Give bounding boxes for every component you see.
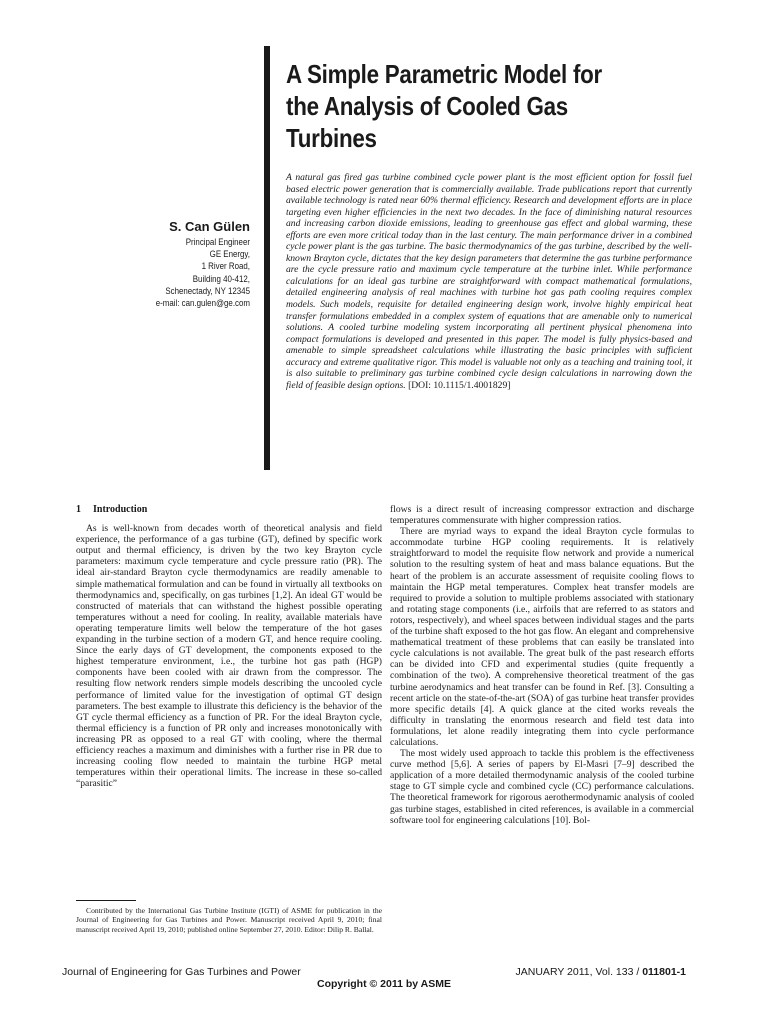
author-affiliation-line: 1 River Road, <box>201 261 250 272</box>
title-line: Turbines <box>286 123 377 153</box>
author-affiliation-line: GE Energy, <box>209 249 250 260</box>
footnote-text: Contributed by the International Gas Turbine Institute (IGTI) of ASME for publication in the Journal of Engineering for Gas Turbines and Power. Manuscript received April 9, 2010; final manuscript received April 19, 2010; published online September 27, 2010. Editor: Dilip R. Ballal. <box>76 906 382 934</box>
footnote-rule <box>76 900 136 901</box>
journal-name: Journal of Engineering for Gas Turbines and Power <box>62 966 301 978</box>
author-affiliation-line: Building 40-412, <box>192 273 250 284</box>
body-paragraph: There are myriad ways to expand the ideal Brayton cycle formulas to accommodate turbine HGP cooling requirements. It is relatively straightforward to model the requisite flow network and provide a numerical solution to the resulting system of heat and mass balance equations. But the heart of the problem is an accurate assessment of requisite cooling flows to maintain the HGP metal temperatures. Complex heat transfer models are required to provide a solution to multiple problems associated with stationary and rotating stage components (i.e., airfoils that are referred to as stators and rotors, respectively), and wheel spaces between individual stages and the parts of the turbine shaft exposed to the hot gas flow. An elegant and comprehensive mathematical treatment of these problems that can easily be translated into cycle calculations is not available. The great bulk of the past research efforts can be divided into CFD and experimental studies (quite frequently a combination of the two). A comprehensive theoretical treatment of the gas turbine aerodynamics and heat transfer can be found in Ref. [3]. Consulting a recent article on the state-of-the-art (SOA) of gas turbine heat transfer provides more specific details [4]. A quick glance at the cited works reveals the difficulty in translating the enormous research and field test data into formulations, let alone readily integrating them into cycle performance calculations. <box>390 526 694 748</box>
section-title: Introduction <box>93 504 148 515</box>
title-line: the Analysis of Cooled Gas <box>286 91 568 121</box>
title-vertical-rule <box>264 46 270 470</box>
body-paragraph: flows is a direct result of increasing compressor extraction and discharge temperatures commensurate with higher compression ratios. <box>390 504 694 527</box>
abstract-text: A natural gas fired gas turbine combined cycle power plant is the most efficient option for fossil fuel based electric power generation that is commercially available. Trade publications report that currently available technology is rated near 60% thermal efficiency. Research and development efforts are in place targeting even higher efficiencies in the next two decades. In the face of diminishing natural resources and increasing carbon dioxide emissions, leading to greenhouse gas effect and global warming, these efforts are even more critical today than in the last century. The main performance driver in a combined cycle power plant is the gas turbine. The basic thermodynamics of the gas turbine, described by the well-known Brayton cycle, dictates that the key design parameters that determine the gas turbine performance are the cycle pressure ratio and maximum cycle temperature at the turbine inlet. While performance calculations for an ideal gas turbine are straightforward with compact mathematical formulations, detailed engineering analysis of real machines with turbine hot gas path cooling requires complex models. Such models, requisite for detailed engineering design work, involve highly empirical heat transfer formulations embedded in a complex system of equations that are amenable only to numerical solutions. A cooled turbine modeling system incorporating all pertinent physical phenomena into compact formulations is developed and presented in this paper. The model is fully physics-based and amenable to simple spreadsheet calculations while illustrating the basic principles with sufficient accuracy and extreme qualitative rigor. This model is valuable not only as a teaching and training tool, it is also suitable to preliminary gas turbine combined cycle design calculations in narrowing down the field of feasible design options. <box>286 172 692 391</box>
page-id: 011801-1 <box>642 966 686 978</box>
doi-reference: [DOI: 10.1115/1.4001829] <box>408 379 511 391</box>
author-block <box>120 218 250 309</box>
issue-info <box>516 966 686 978</box>
paper-title <box>286 58 664 154</box>
section-number: 1 <box>76 504 81 515</box>
right-column <box>390 504 694 826</box>
copyright-notice: Copyright © 2011 by ASME <box>317 978 451 990</box>
section-heading <box>76 504 382 515</box>
author-affiliation-line: Principal Engineer <box>185 237 250 247</box>
author-email: e-mail: can.gulen@ge.com <box>155 298 250 309</box>
body-paragraph: The most widely used approach to tackle this problem is the effectiveness curve method [5,6]. A series of papers by El-Masri [7–9] described the application of a more detailed thermodynamic analysis of the cooled turbine stage to GT simple cycle and combined cycle (CC) performance calculations. The theoretical framework for rigorous aerothermodynamic analysis of cooled gas turbine stages, established in cited references, is available in a commercial software tool for engineering calculations [10]. Bol- <box>390 748 694 826</box>
author-name: S. Can Gülen <box>169 219 250 234</box>
footnote <box>76 906 382 934</box>
title-line: A Simple Parametric Model for <box>286 59 602 89</box>
body-paragraph: As is well-known from decades worth of theoretical analysis and field experience, the performance of a gas turbine (GT), defined by specific work output and thermal efficiency, is driven by the two key Brayton cycle parameters: maximum cycle temperature and cycle pressure ratio (PR). The ideal air-standard Brayton cycle thermodynamics are readily amenable to simple mathematical formulation and can be found in virtually all textbooks on thermodynamics and, specifically, on gas turbines [1,2]. An ideal GT would be constructed of materials that can withstand the highest possible operating temperatures without a need for cooling. In reality, available materials have operating temperature limits well below the temperature of the hot gases expanding in the turbine section of a modern GT, and hence require cooling. Since the early days of GT development, the components exposed to the highest temperature environment, i.e., the turbine hot gas path (HGP) components have been cooled with air drawn from the compressor. The resulting flow network renders simple models describing the uncooled cycle performance of limited value for the investigation of optimal GT design parameters. The best example to illustrate this deficiency is the behavior of the GT cycle thermal efficiency as a function of PR. For the ideal Brayton cycle, thermal efficiency is a function of PR only and increases monotonically with increasing PR as opposed to a real GT with cooling, where the thermal efficiency reaches a maximum and diminishes with a further rise in PR due to increasing cooling flow needed to maintain the turbine HGP metal temperatures within their operational limits. The increase in these so-called “parasitic” <box>76 523 382 790</box>
issue-separator: / <box>636 966 640 978</box>
issue-volume: JANUARY 2011, Vol. 133 <box>515 966 634 978</box>
author-affiliation-line: Schenectady, NY 12345 <box>165 285 250 296</box>
left-column <box>76 504 382 789</box>
abstract <box>286 172 692 391</box>
